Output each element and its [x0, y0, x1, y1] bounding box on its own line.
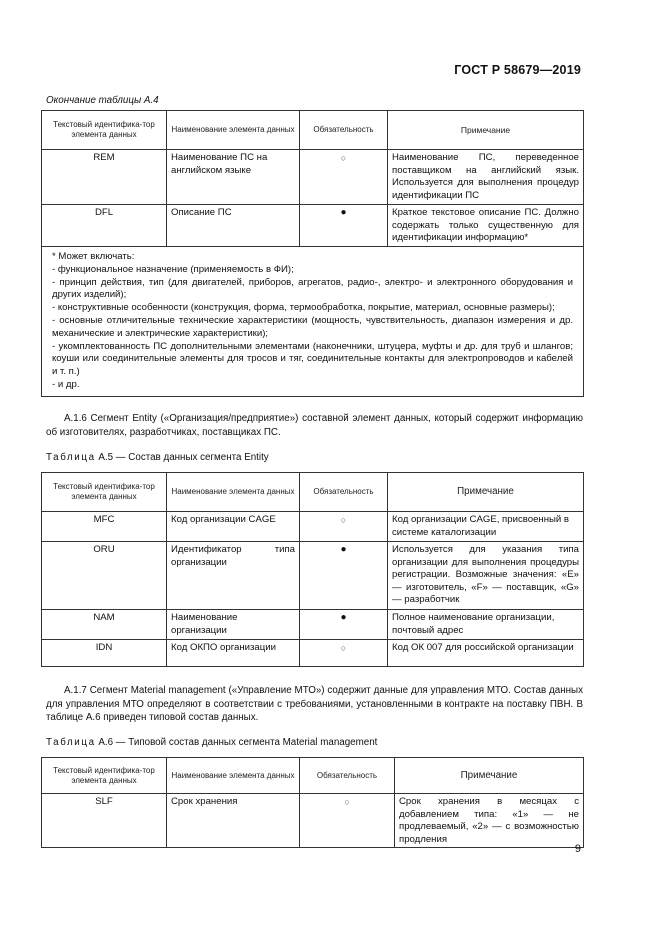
- optional-icon: ○: [300, 640, 388, 667]
- table-a6-header-row: [42, 758, 584, 794]
- cell-name: Код организации CAGE: [167, 512, 300, 542]
- table-row: [42, 542, 584, 610]
- optional-icon: ○: [300, 794, 395, 848]
- table-row: [42, 205, 584, 247]
- cell-id: NAM: [42, 610, 167, 640]
- cell-note: Срок хранения в месяцах с добавлением типа: «1» — не продлеваемый, «2» — с возможностью продления: [395, 794, 584, 848]
- footnote-line: * Может включать:: [52, 251, 135, 262]
- header-id: Текстовый идентифика-тор элемента данных: [42, 111, 167, 150]
- header-mandatory: Обязательность: [300, 758, 395, 794]
- cell-name: Наименование ПС на английском языке: [167, 150, 300, 205]
- cell-note: Полное наименование организации, почтовый адрес: [388, 610, 584, 640]
- cell-id: MFC: [42, 512, 167, 542]
- caption-label: Таблица: [46, 737, 96, 748]
- header-name: Наименование элемента данных: [167, 111, 300, 150]
- cell-name: Срок хранения: [167, 794, 300, 848]
- paragraph-a17: А.1.7 Сегмент Material management («Управление МТО») содержит данные для управления МТО. Состав данных для управления МТО определяют в соответствии с требованиями, установленными в контракте на поставку ПВН. В таблице А.6 приведен типовой состав данных.: [46, 685, 583, 724]
- cell-id: IDN: [42, 640, 167, 667]
- header-mandatory: Обязательность: [300, 473, 388, 512]
- header-mandatory: Обязательность: [300, 111, 388, 150]
- cell-id: ORU: [42, 542, 167, 610]
- header-name: Наименование элемента данных: [167, 473, 300, 512]
- standard-header: ГОСТ Р 58679—2019: [454, 63, 581, 77]
- table-a5-caption: [46, 452, 269, 463]
- table-a6-caption: [46, 737, 377, 748]
- cell-note: Используется для указания типа организации для выполнения процедуры регистрации. Возможные значения: «E» — изготовитель, «F» — поставщик, «G» — разработчик: [388, 542, 584, 610]
- caption-text: А.6 — Типовой состав данных сегмента Material management: [98, 737, 378, 748]
- table-a5: [41, 472, 584, 667]
- cell-id: DFL: [42, 205, 167, 247]
- header-id: Текстовый идентифика-тор элемента данных: [42, 758, 167, 794]
- footnote-line: - функциональное назначение (применяемость в ФИ);: [52, 263, 294, 275]
- mandatory-icon: ●: [300, 610, 388, 640]
- table-row: [42, 150, 584, 205]
- header-note: Примечание: [388, 473, 584, 512]
- header-note: Примечание: [388, 111, 584, 150]
- header-note: Примечание: [395, 758, 584, 794]
- cell-note: Код ОК 007 для российской организации: [388, 640, 584, 667]
- footnote-line: - и др.: [52, 378, 80, 390]
- cell-note: Код организации CAGE, присвоенный в системе каталогизации: [388, 512, 584, 542]
- caption-text: А.5 — Состав данных сегмента Entity: [98, 452, 269, 463]
- cell-name: Идентификатор типа организации: [167, 542, 300, 610]
- footnote-line: - принцип действия, тип (для двигателей, приборов, агрегатов, радио-, электро- и электронного оборудования и других изделий);: [52, 276, 573, 301]
- cell-id: SLF: [42, 794, 167, 848]
- table-a5-header-row: [42, 473, 584, 512]
- footnote-line: - укомплектованность ПС дополнительными элементами (наконечники, штуцера, муфты и др. для труб и шлангов; коуши или соединительные элементы для тросов и тяг, соединительные контакты для электропроводов и кабелей и т. п.): [52, 340, 573, 378]
- caption-label: Таблица: [46, 452, 96, 463]
- cell-note: Краткое текстовое описание ПС. Должно содержать только существенную для идентификации информацию*: [388, 205, 584, 247]
- cell-note: Наименование ПС, переведенное поставщиком на английский язык. Используется для выполнения процедур идентификации ПС: [388, 150, 584, 205]
- mandatory-icon: ●: [300, 205, 388, 247]
- table-row: [42, 512, 584, 542]
- header-id: Текстовый идентифика-тор элемента данных: [42, 473, 167, 512]
- cell-name: Наименование организации: [167, 610, 300, 640]
- cell-name: Код ОКПО организации: [167, 640, 300, 667]
- table-a6: [41, 757, 584, 848]
- footnote-line: - основные отличительные технические характеристики (мощность, чувствительность, диапазон измерения и др. механические и электрические характеристики);: [52, 314, 573, 339]
- cell-id: REM: [42, 150, 167, 205]
- cell-name: Описание ПС: [167, 205, 300, 247]
- paragraph-a16: А.1.6 Сегмент Entity («Организация/предприятие») составной элемент данных, который содержит информацию об изготовителях, разработчиках, поставщиках ПС.: [46, 413, 583, 438]
- footnote-line: - конструктивные особенности (конструкция, форма, термообработка, покрытие, материал, основные размеры);: [52, 302, 555, 314]
- optional-icon: ○: [300, 512, 388, 542]
- table-a4-header-row: [42, 111, 584, 150]
- table-row: [42, 794, 584, 848]
- table-a4: [41, 110, 584, 397]
- table-a4-footnote-row: [42, 247, 584, 397]
- table-row: [42, 610, 584, 640]
- table-a4-caption: Окончание таблицы А.4: [46, 95, 159, 106]
- mandatory-icon: ●: [300, 542, 388, 610]
- table-footnote: [42, 247, 584, 397]
- optional-icon: ○: [300, 150, 388, 205]
- table-row: [42, 640, 584, 667]
- page-number: 9: [574, 843, 581, 855]
- header-name: Наименование элемента данных: [167, 758, 300, 794]
